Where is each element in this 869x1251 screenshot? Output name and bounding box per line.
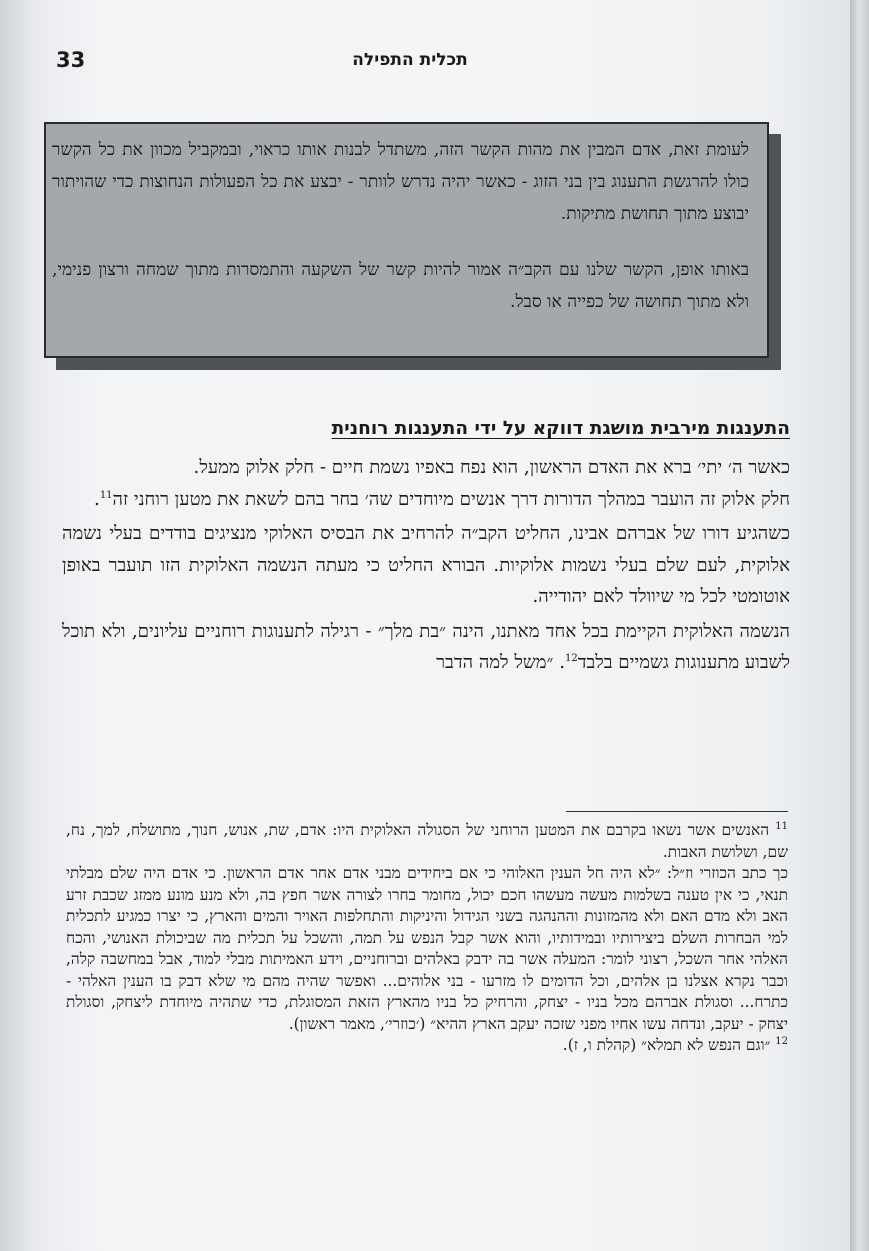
callout-paragraph-1: לעומת זאת, אדם המבין את מהות הקשר הזה, משתדל לבנות אותו כראוי, ובמקביל מכוון את כל הקשר כולו להרגשת התענוג בין בני הזוג - כאשר יהיה נדרש לוותר - יבצע את כל הפעולות הנחוצות כדי שהויתור יבוצע מתוך תחושת מתיקות. xyxy=(52,140,749,224)
body-paragraph-2-text: חלק אלוק זה הועבר במהלך הדורות דרך אנשים מיוחדים שה׳ בחר בהם לשאת את מטען רוחני זה xyxy=(112,488,790,510)
footnote-11-number: 11 xyxy=(775,820,788,832)
body-paragraph-3: כשהגיע דורו של אברהם אבינו, החליט הקב״ה להרחיב את הבסיס האלוקי מנציגים בודדים בעלי נשמה אלוקית, לעם שלם בעלי נשמות אלוקיות. הבורא החליט כי מעתה הנשמה האלוקית הזו תועבר באופן אוטומטי לכל מי שיוולד לאם יהודייה. xyxy=(62,523,790,607)
body-text xyxy=(62,452,790,679)
page-edge xyxy=(850,0,869,1251)
footnote-divider xyxy=(566,811,788,812)
body-paragraph-2: חלק אלוק זה הועבר במהלך הדורות דרך אנשים מיוחדים שה׳ בחר בהם לשאת את מטען רוחני זה$^{11}$. xyxy=(94,488,790,510)
page-header xyxy=(40,48,780,78)
body-paragraph-4-tail: ״משל למה הדבר xyxy=(436,652,560,673)
body-paragraph-4: הנשמה האלוקית הקיימת בכל אחד מאתנו, הינה ״בת מלך״ - רגילה לתענוגות רוחניים עליונים, ולא תוכל לשבוע מתענוגות גשמיים בלבד$^{12}$. ״משל למה הדבר xyxy=(62,620,790,673)
footnote-ref-12[interactable]: 12 xyxy=(565,652,578,664)
callout-box xyxy=(44,122,769,358)
section-heading: התענגות מירבית מושגת דווקא על ידי התענגות רוחנית xyxy=(331,418,790,439)
callout-paragraph-2: באותו אופן, הקשר שלנו עם הקב״ה אמור להיות קשר של השקעה והתמסרות מתוך שמחה ורצון פנימי, ולא מתוך תחושה של כפייה או סבל. xyxy=(52,260,749,312)
footnotes xyxy=(66,820,788,1057)
footnote-11-text: האנשים אשר נשאו בקרבם את המטען הרוחני של הסגולה האלוקית היו: אדם, שת, אנוש, חנוך, מתושלח, למך, נח, שם, ושלושת האבות. xyxy=(66,821,788,861)
footnote-12-text: ״וגם הנפש לא תמלא״ (קהלת ו, ז). xyxy=(562,1036,776,1054)
footnote-11-quote: כך כתב הכוזרי וז״ל: ״לא היה חל הענין האלוהי כי אם ביחידים מבני אדם אחר אדם הראשון. כי אדם היה שלם מבלתי תנאי, כי אין טענה בשלמות מעשה מעשהו חכם יכול, מחומר בחרו לצורה אשר חפץ בה, ולא מנע מונע ממזג שכבת זרע האב ולא מדם האם ולא מהמזונות וההנהגה בשני הגידול והיניקות והתחלפות האויר והמים והארץ, כי יצרו כמגיע לתכלית למי הבחרות השלם ביצירותיו ובמידותיו, והוא אשר קבל הנפש על תמה, והשכל על תכלית מה שביכולת האנושי, והכח האלהי אחר השכל, רצוני לומר: המעלה אשר בה ידבק באלהים וברוחניים, וידע האמיתות מבלי למוד, אבל במחשבה קלה, וכבר נקרא אצלנו בן אלהים, וכל הדומים לו מזרעו - בני אלוהים... ואפשר שהיה מהם מי שלא דבק בו הענין האלהי - כתרח... וסגולת אברהם מכל בניו - יצחק, והרחיק כל בניו מהארץ הזאת המסוגלת, כדי שתהיה מיוחדת ליצחק, וסגולת יצחק - יעקב, ונדחה עשו אחיו מפני שזכה יעקב הארץ ההיא״ (׳כוזרי׳, מאמר ראשון). xyxy=(66,864,788,1033)
running-title: תכלית התפילה xyxy=(352,50,468,70)
footnote-12 xyxy=(66,1035,788,1057)
footnote-12-number: 12 xyxy=(775,1035,788,1047)
body-paragraph-1: כאשר ה׳ יתי׳ ברא את האדם הראשון, הוא נפח באפיו נשמת חיים - חלק אלוק ממעל. xyxy=(193,457,790,478)
footnote-ref-11[interactable]: 11 xyxy=(99,489,113,501)
body-paragraph-4-text: הנשמה האלוקית הקיימת בכל אחד מאתנו, הינה ״בת מלך״ - רגילה לתענוגות רוחניים עליונים, ולא תוכל לשבוע מתענוגות גשמיים בלבד xyxy=(62,620,790,673)
page-number: 33 xyxy=(56,48,86,72)
footnote-11 xyxy=(66,820,788,863)
